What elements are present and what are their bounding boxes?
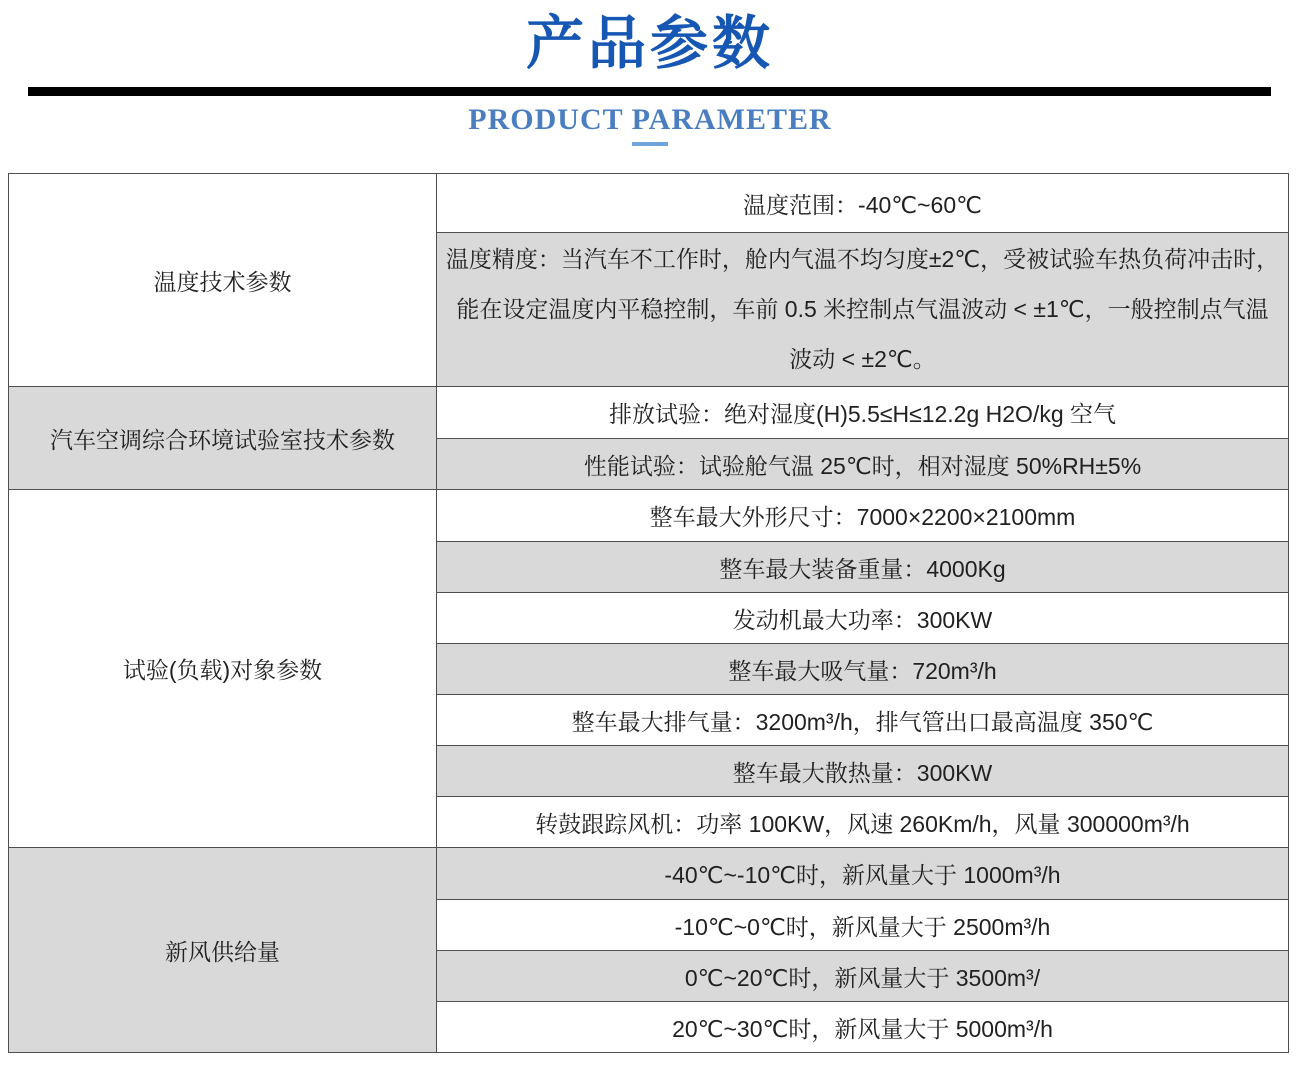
section-rows — [437, 848, 1288, 1052]
table-row: 整车最大外形尺寸：7000×2200×2100mm — [649, 504, 1076, 530]
table-row: -10℃~0℃时，新风量大于 2500m³/h — [437, 899, 1288, 950]
table-row: 整车最大排气量：3200m³/h，排气管出口最高温度 350℃ — [437, 694, 1288, 745]
table-row: 温度范围：-40℃~60℃ — [743, 191, 982, 218]
page-subtitle: PRODUCT PARAMETER — [468, 103, 832, 136]
section-lab — [9, 386, 1288, 489]
section-label: 汽车空调综合环境试验室技术参数 — [9, 387, 437, 489]
table-row: 温度精度：当汽车不工作时，舱内气温不均匀度±2℃，受被试验车热负荷冲击时，能在设定温度内平稳控制，车前 0.5 米控制点气温波动 < ±1℃，一般控制点气温波动 < ±2℃。 — [437, 232, 1288, 386]
table-row: 整车最大散热量：300KW — [437, 745, 1288, 796]
title-divider-line — [28, 87, 1271, 96]
section-rows — [437, 387, 1288, 489]
parameter-table — [8, 173, 1289, 1053]
table-row: 0℃~20℃时，新风量大于 3500m³/ — [437, 950, 1288, 1001]
page-title: 产品参数 — [525, 11, 774, 76]
section-rows — [437, 490, 1288, 847]
table-row: 整车最大吸气量：720m³/h — [437, 643, 1288, 694]
subtitle-underline — [632, 142, 668, 146]
table-row: 20℃~30℃时，新风量大于 5000m³/h — [437, 1001, 1288, 1052]
table-row: 转鼓跟踪风机：功率 100KW，风速 260Km/h，风量 300000m³/h — [437, 796, 1288, 847]
section-fresh-air — [9, 847, 1288, 1052]
page-header — [0, 0, 1300, 146]
section-label: 新风供给量 — [9, 848, 437, 1052]
section-test-object — [9, 489, 1288, 847]
section-temperature — [9, 174, 1288, 386]
section-label: 试验(负载)对象参数 — [9, 490, 437, 847]
table-row: 性能试验：试验舱气温 25℃时，相对湿度 50%RH±5% — [437, 438, 1288, 489]
table-row: 排放试验：绝对湿度(H)5.5≤H≤12.2g H2O/kg 空气 — [608, 401, 1117, 427]
table-row: 整车最大装备重量：4000Kg — [437, 541, 1288, 592]
table-row: -40℃~-10℃时，新风量大于 1000m³/h — [437, 848, 1288, 899]
table-row: 发动机最大功率：300KW — [437, 592, 1288, 643]
section-label: 温度技术参数 — [9, 174, 437, 386]
section-rows — [437, 174, 1288, 386]
